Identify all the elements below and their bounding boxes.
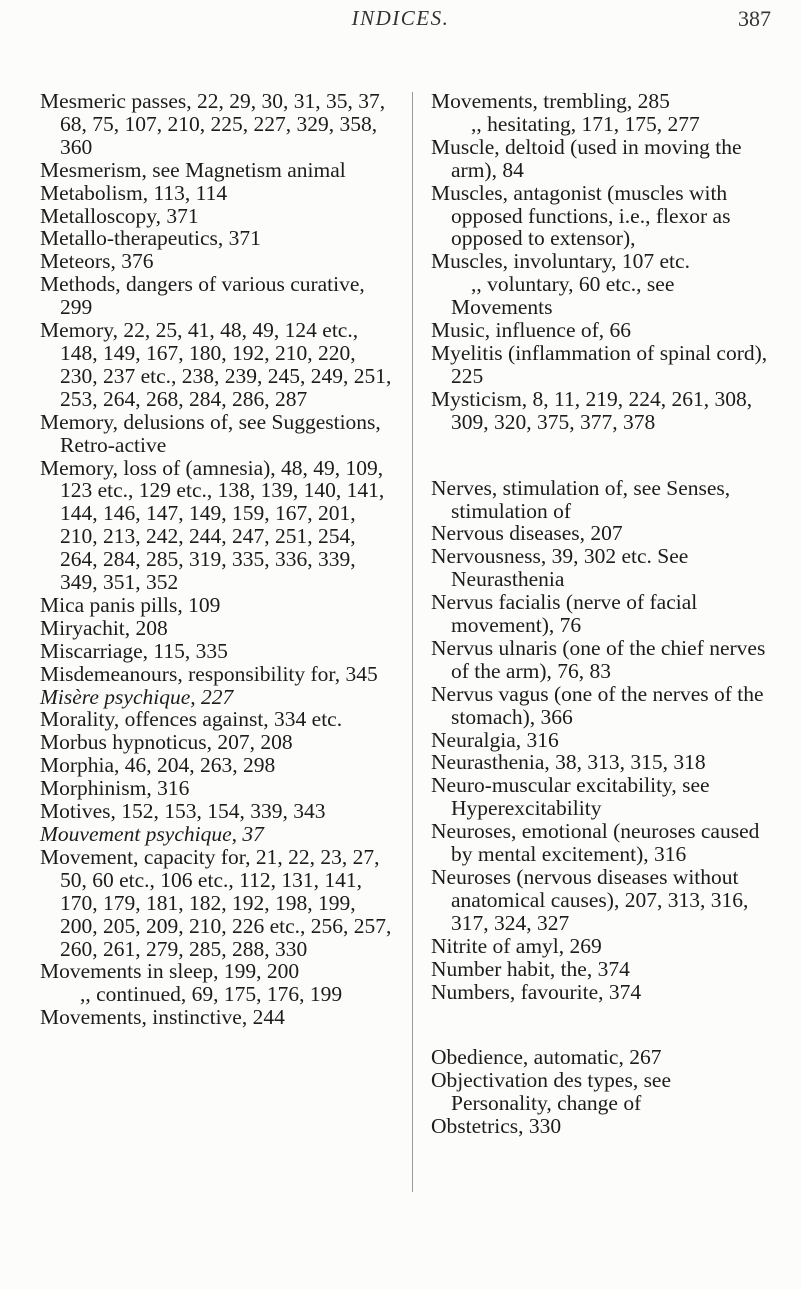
index-entry: Neuroses (nervous diseases without anatomical causes), 207, 313, 316, 317, 324, 327 xyxy=(431,865,749,935)
index-entry: Nervus facialis (nerve of facial movement), 76 xyxy=(431,590,698,638)
index-entry: Mysticism, 8, 11, 219, 224, 261, 308, 309, 320, 375, 377, 378 xyxy=(431,386,753,434)
index-entry: Morality, offences against, 334 etc. xyxy=(40,707,343,732)
index-entry: Methods, dangers of various curative, 299 xyxy=(40,272,365,320)
index-entry: ,, voluntary, 60 etc., see Movements xyxy=(451,272,675,320)
index-entry: Nervus ulnaris (one of the chief nerves of the arm), 76, 83 xyxy=(431,635,766,683)
index-entry: Morphinism, 316 xyxy=(40,776,190,801)
index-entry: Objectivation des types, see Personality, change of xyxy=(431,1068,672,1116)
page-number: 387 xyxy=(738,6,771,31)
index-entry: Mouvement psychique, 37 xyxy=(40,822,264,846)
index-entry: Misdemeanours, responsibility for, 345 xyxy=(40,661,378,686)
index-entry: Morbus hypnoticus, 207, 208 xyxy=(40,730,293,755)
index-entry: Miryachit, 208 xyxy=(40,615,168,640)
index-entry: Movements in sleep, 199, 200 xyxy=(40,959,300,984)
index-entry: ,, continued, 69, 175, 176, 199 xyxy=(80,982,343,1007)
running-head: INDICES. xyxy=(351,6,450,30)
index-entry: Numbers, favourite, 374 xyxy=(431,979,642,1004)
index-entry: Memory, loss of (amnesia), 48, 49, 109, 123 etc., 129 etc., 138, 139, 140, 141, 144, 146, 147, 149, 159, 167, 201, 210, 213, 242, 244, 247, 251, 254, 264, 284, 285, 319, 335, 336, 339, 349, 351, 352 xyxy=(40,455,385,595)
index-entry: Movements, trembling, 285 xyxy=(431,89,670,113)
index-entry: ,, hesitating, 171, 175, 277 xyxy=(471,111,700,136)
index-entry: Obstetrics, 330 xyxy=(431,1114,562,1139)
index-entry: Muscles, involuntary, 107 etc. xyxy=(431,249,690,274)
index-entry: Metalloscopy, 371 xyxy=(40,203,199,228)
index-entry: Misère psychique, 227 xyxy=(40,684,234,709)
index-entry: Nervus vagus (one of the nerves of the stomach), 366 xyxy=(431,681,764,729)
index-entry: Nitrite of amyl, 269 xyxy=(431,933,602,958)
index-entry: Muscles, antagonist (muscles with opposed functions, i.e., flexor as opposed to extensor), xyxy=(431,180,731,251)
index-entry: Meteors, 376 xyxy=(40,249,154,274)
index-entry: Neuralgia, 316 xyxy=(431,727,559,752)
index-entry: Neurasthenia, 38, 313, 315, 318 xyxy=(431,750,706,775)
index-entry: Metabolism, 113, 114 xyxy=(40,180,228,205)
index-entry: Neuro-muscular excitability, see Hyperexcitability xyxy=(431,773,710,821)
index-entry: Movements, instinctive, 244 xyxy=(40,1005,285,1030)
index-entry: Music, influence of, 66 xyxy=(431,318,632,343)
right-index-column xyxy=(431,90,771,1138)
index-entry: Nervousness, 39, 302 etc. See Neurasthenia xyxy=(431,544,689,592)
left-index-column xyxy=(40,90,392,1029)
index-entry: Myelitis (inflammation of spinal cord), 225 xyxy=(431,340,768,388)
index-entry: Morphia, 46, 204, 263, 298 xyxy=(40,753,276,778)
index-entry: Memory, delusions of, see Suggestions, Retro-active xyxy=(40,409,381,457)
index-entry: Mesmerism, see Magnetism animal xyxy=(40,157,346,182)
index-entry: Neuroses, emotional (neuroses caused by mental excitement), 316 xyxy=(431,819,760,867)
index-entry: Nerves, stimulation of, see Senses, stimulation of xyxy=(431,475,731,523)
index-entry: Miscarriage, 115, 335 xyxy=(40,638,228,663)
index-entry: Movement, capacity for, 21, 22, 23, 27, 50, 60 etc., 106 etc., 112, 131, 141, 170, 179, 181, 182, 192, 198, 199, 200, 205, 209, 210, 226 etc., 256, 257, 260, 261, 279, 285, 288, 330 xyxy=(40,844,392,961)
index-entry: Mica panis pills, 109 xyxy=(40,592,221,617)
index-entry: Memory, 22, 25, 41, 48, 49, 124 etc., 148, 149, 167, 180, 192, 210, 220, 230, 237 etc., 238, 239, 245, 249, 251, 253, 264, 268, 284, 286, 287 xyxy=(40,318,392,411)
column-divider xyxy=(412,92,413,1192)
index-entry: Nervous diseases, 207 xyxy=(431,521,623,546)
index-entry: Motives, 152, 153, 154, 339, 343 xyxy=(40,799,326,824)
index-entry: Number habit, the, 374 xyxy=(431,956,630,981)
index-entry: Mesmeric passes, 22, 29, 30, 31, 35, 37, 68, 75, 107, 210, 225, 227, 329, 358, 360 xyxy=(40,89,386,159)
page-header xyxy=(0,6,801,36)
index-entry: Obedience, automatic, 267 xyxy=(431,1045,662,1070)
index-entry: Muscle, deltoid (used in moving the arm), 84 xyxy=(431,134,742,182)
index-entry: Metallo-therapeutics, 371 xyxy=(40,226,261,251)
